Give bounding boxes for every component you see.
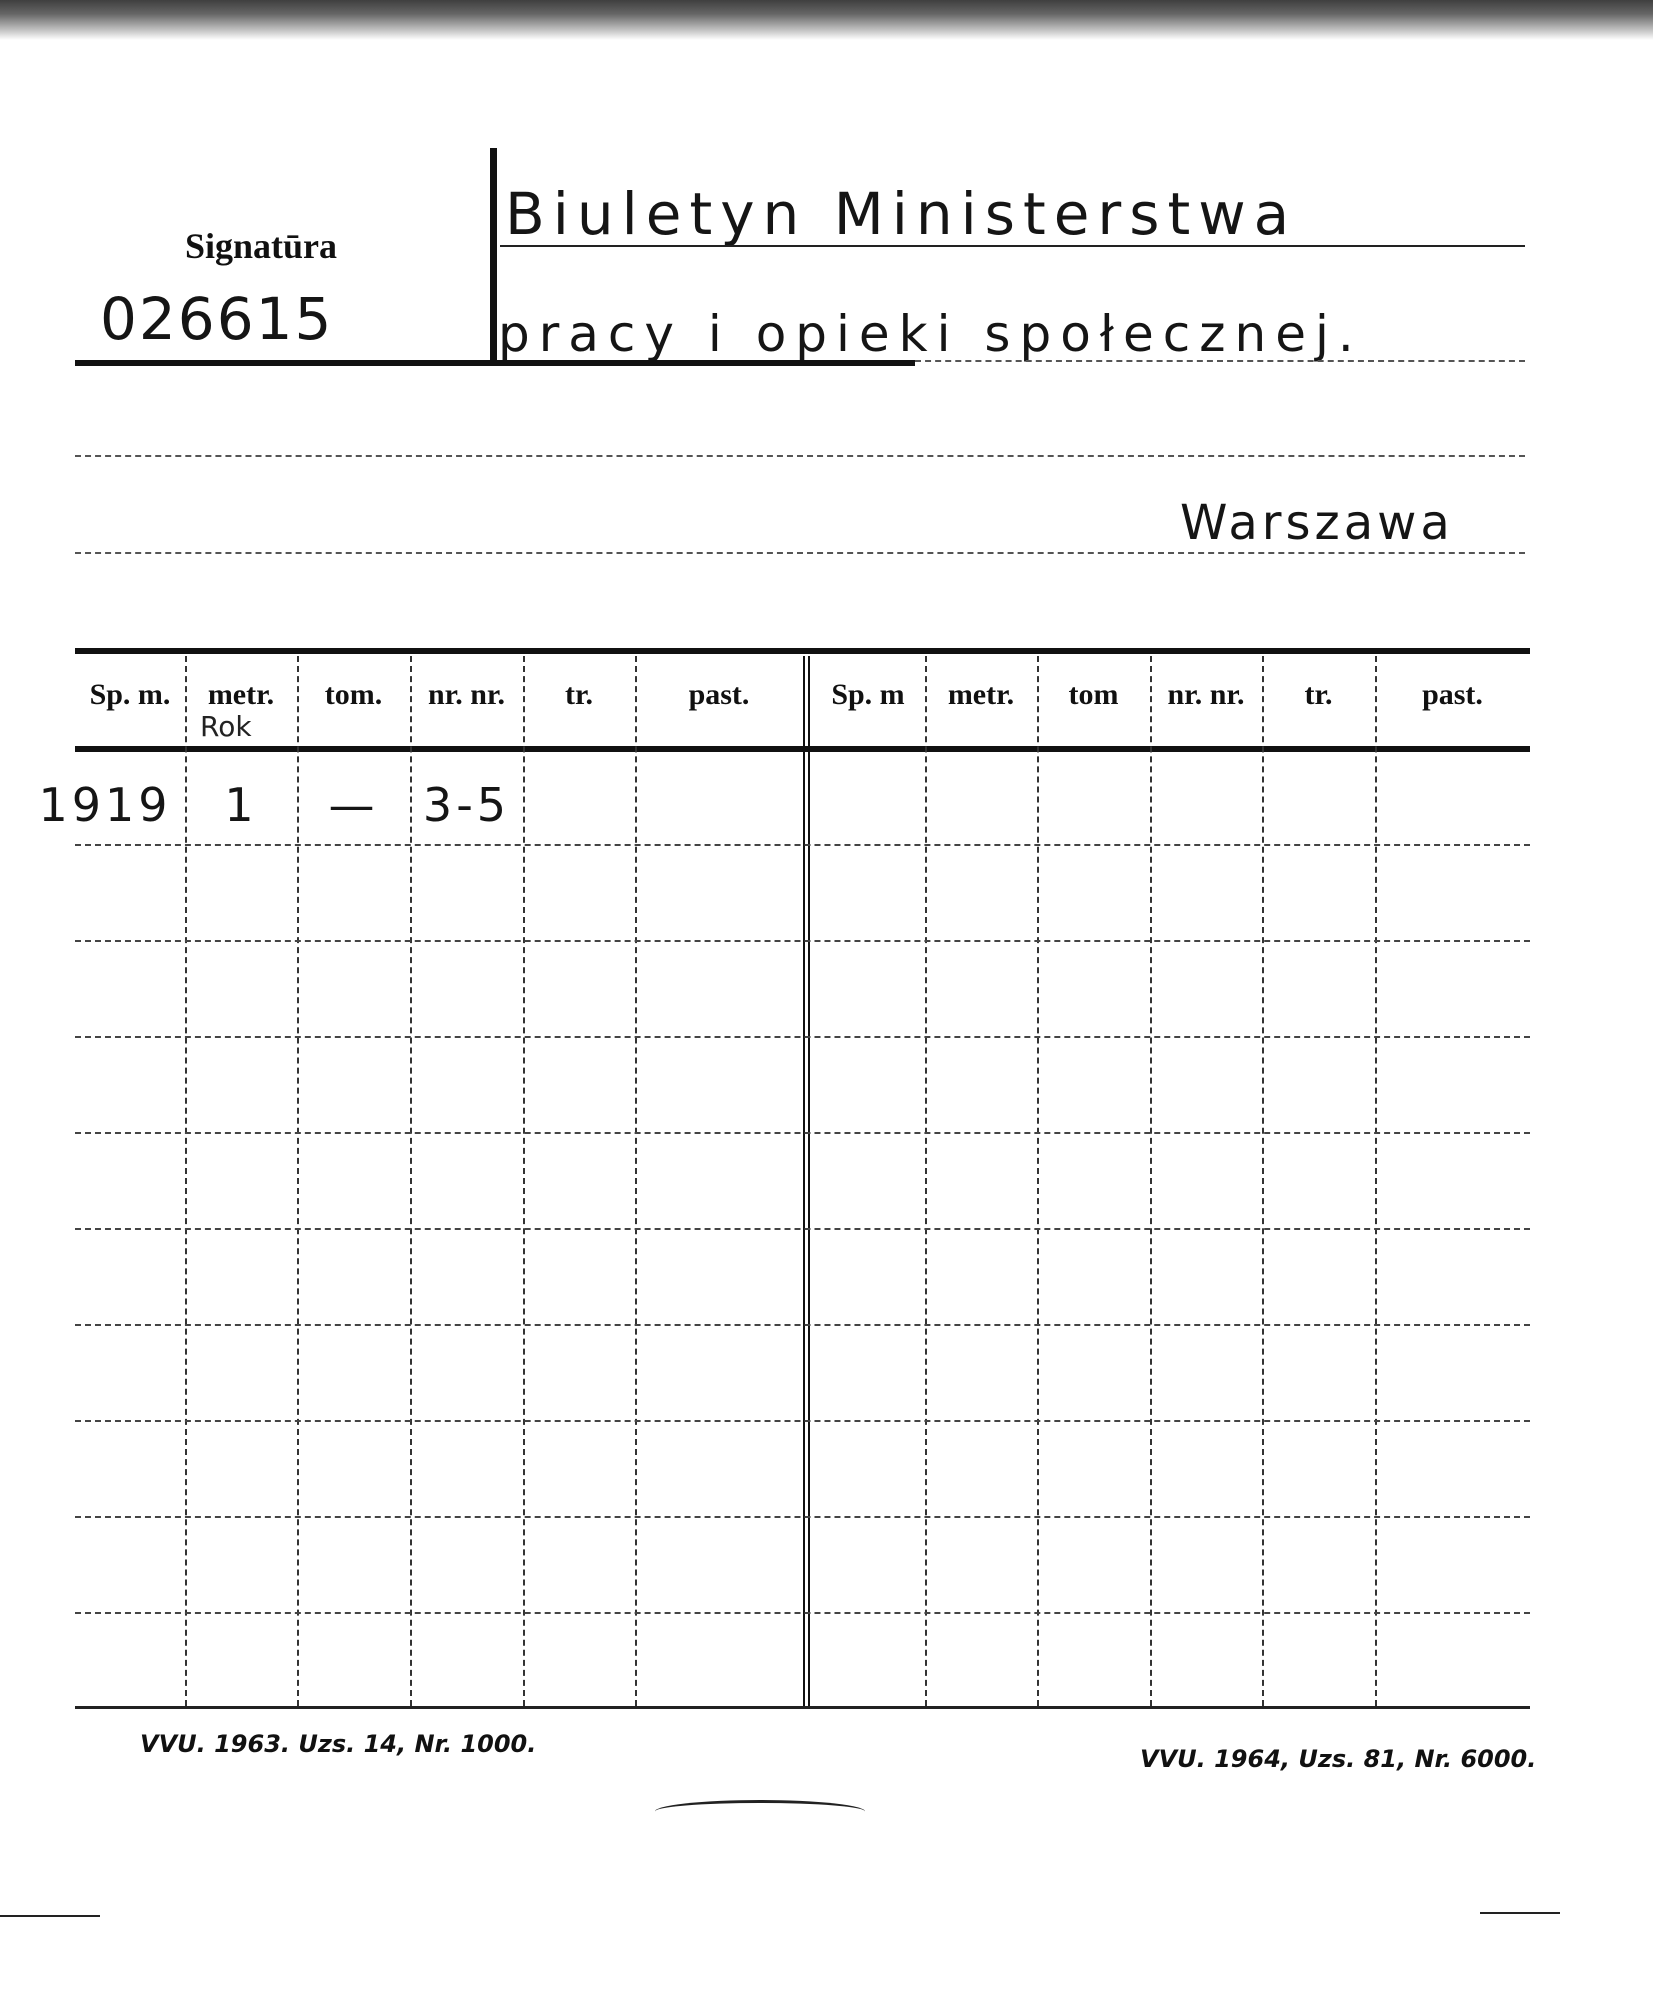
table-top-rule xyxy=(75,648,1530,654)
place-of-publication: Warszawa xyxy=(1180,495,1454,551)
col-separator xyxy=(1262,656,1264,1706)
row-separator xyxy=(75,1036,1530,1038)
header-divider xyxy=(490,148,497,363)
footer-note-left: VVU. 1963. Uzs. 14, Nr. 1000. xyxy=(140,1730,537,1758)
signatura-label: Signatūra xyxy=(185,226,338,266)
rok-note: Rok xyxy=(200,710,252,743)
col-separator xyxy=(523,656,525,1706)
row-separator xyxy=(75,1516,1530,1518)
header-tr-right: tr. xyxy=(1304,678,1333,711)
scan-edge-mark xyxy=(0,1915,100,1917)
header-past-left: past. xyxy=(688,678,750,711)
col-separator-middle xyxy=(803,656,818,1706)
row-separator xyxy=(75,1420,1530,1422)
scan-torn-edge xyxy=(0,0,1653,40)
scan-edge-mark xyxy=(1480,1912,1560,1914)
row-separator xyxy=(75,940,1530,942)
cell-tom: — xyxy=(328,778,379,832)
title-line-2: pracy i opieki społecznej. xyxy=(498,305,1363,363)
title-rule-2 xyxy=(915,360,1525,362)
col-separator xyxy=(1150,656,1152,1706)
col-separator xyxy=(1375,656,1377,1706)
signatura-value: 026615 xyxy=(100,285,334,353)
signatura-underline xyxy=(75,360,915,366)
cell-nr-nr: 3-5 xyxy=(422,778,511,832)
row-separator xyxy=(75,1612,1530,1614)
col-separator xyxy=(925,656,927,1706)
col-separator xyxy=(635,656,637,1706)
rule-3 xyxy=(75,455,1525,457)
rule-4 xyxy=(75,552,1525,554)
header-tom-left: tom. xyxy=(324,678,383,711)
row-separator xyxy=(75,1324,1530,1326)
header-tr-left: tr. xyxy=(564,678,594,711)
header-tom-right: tom xyxy=(1068,678,1119,711)
header-metr-left: metr. xyxy=(207,678,275,711)
header-past-right: past. xyxy=(1422,678,1483,711)
header-metr-right: metr. xyxy=(947,678,1015,711)
holdings-table xyxy=(38,648,1530,1708)
header-nr-nr-left: nr. nr. xyxy=(428,678,505,711)
row-separator xyxy=(75,1228,1530,1230)
header-sp-m-right: Sp. m xyxy=(831,678,905,711)
row-separator xyxy=(75,844,1530,846)
cell-metr: 1 xyxy=(224,778,258,832)
header-sp-m-left: Sp. m. xyxy=(89,678,171,711)
header-nr-nr-right: nr. nr. xyxy=(1167,678,1245,711)
footer-note-right: VVU. 1964, Uzs. 81, Nr. 6000. xyxy=(1140,1745,1537,1773)
title-rule-1 xyxy=(500,245,1525,247)
table-bottom-rule xyxy=(75,1706,1530,1709)
col-separator xyxy=(1037,656,1039,1706)
pen-stroke xyxy=(655,1800,865,1823)
cell-sp-m-year: 1919 xyxy=(38,778,172,832)
row-separator xyxy=(75,1132,1530,1134)
title-line-1: Biuletyn Ministerstwa xyxy=(505,180,1298,248)
